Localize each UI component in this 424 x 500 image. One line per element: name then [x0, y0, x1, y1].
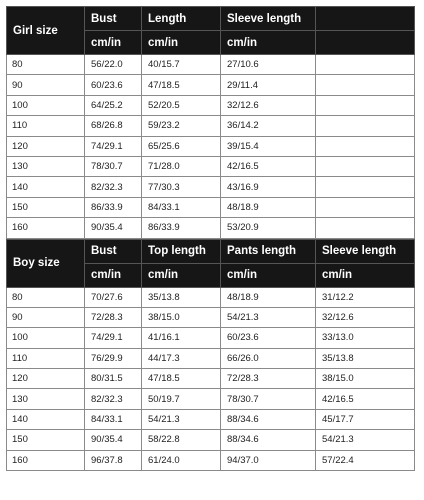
table-row [7, 197, 415, 217]
boy-size-label: Boy size [7, 239, 85, 287]
size-chart [6, 6, 414, 471]
measurement-cell: 35/13.8 [142, 287, 221, 307]
measurement-cell: 47/18.5 [142, 369, 221, 389]
table-row [7, 75, 415, 95]
girl-unit-sleeve-length: cm/in [221, 31, 316, 55]
measurement-cell: 54/21.3 [142, 409, 221, 429]
boy-unit-sleeve-length: cm/in [316, 263, 415, 287]
measurement-cell: 88/34.6 [221, 430, 316, 450]
table-row [7, 136, 415, 156]
boy-size-table [6, 239, 415, 472]
measurement-cell: 40/15.7 [142, 55, 221, 75]
measurement-cell: 57/22.4 [316, 450, 415, 470]
size-cell: 160 [7, 450, 85, 470]
measurement-cell: 96/37.8 [85, 450, 142, 470]
girl-header-sleeve-length: Sleeve length [221, 7, 316, 31]
measurement-cell: 65/25.6 [142, 136, 221, 156]
size-cell: 150 [7, 430, 85, 450]
measurement-cell: 43/16.9 [221, 177, 316, 197]
size-cell: 150 [7, 197, 85, 217]
girl-header-length: Length [142, 7, 221, 31]
measurement-cell: 41/16.1 [142, 328, 221, 348]
measurement-cell: 88/34.6 [221, 409, 316, 429]
measurement-cell: 45/17.7 [316, 409, 415, 429]
boy-header-bust: Bust [85, 239, 142, 263]
measurement-cell: 42/16.5 [221, 156, 316, 176]
girl-unit-bust: cm/in [85, 31, 142, 55]
measurement-cell: 94/37.0 [221, 450, 316, 470]
measurement-cell: 53/20.9 [221, 218, 316, 238]
measurement-cell: 54/21.3 [316, 430, 415, 450]
table-row [7, 409, 415, 429]
measurement-cell: 32/12.6 [316, 307, 415, 327]
table-row [7, 116, 415, 136]
measurement-cell: 48/18.9 [221, 287, 316, 307]
boy-unit-bust: cm/in [85, 263, 142, 287]
measurement-cell: 56/22.0 [85, 55, 142, 75]
measurement-cell: 86/33.9 [142, 218, 221, 238]
measurement-cell: 44/17.3 [142, 348, 221, 368]
measurement-cell: 60/23.6 [85, 75, 142, 95]
measurement-cell: 31/12.2 [316, 287, 415, 307]
measurement-cell: 61/24.0 [142, 450, 221, 470]
measurement-cell [316, 116, 415, 136]
measurement-cell: 86/33.9 [85, 197, 142, 217]
measurement-cell: 74/29.1 [85, 136, 142, 156]
measurement-cell: 59/23.2 [142, 116, 221, 136]
size-cell: 90 [7, 307, 85, 327]
table-row [7, 430, 415, 450]
boy-unit-pants-length: cm/in [221, 263, 316, 287]
table-row [7, 177, 415, 197]
measurement-cell [316, 55, 415, 75]
table-row [7, 287, 415, 307]
table-row [7, 55, 415, 75]
measurement-cell: 32/12.6 [221, 95, 316, 115]
measurement-cell: 29/11.4 [221, 75, 316, 95]
measurement-cell: 64/25.2 [85, 95, 142, 115]
measurement-cell: 68/26.8 [85, 116, 142, 136]
measurement-cell [316, 156, 415, 176]
measurement-cell: 90/35.4 [85, 430, 142, 450]
girl-header-bust: Bust [85, 7, 142, 31]
size-cell: 120 [7, 369, 85, 389]
girl-size-label: Girl size [7, 7, 85, 55]
boy-header-pants-length: Pants length [221, 239, 316, 263]
size-cell: 100 [7, 95, 85, 115]
boy-table-body [7, 287, 415, 471]
measurement-cell: 78/30.7 [221, 389, 316, 409]
girl-unit-empty [316, 31, 415, 55]
size-cell: 110 [7, 116, 85, 136]
size-cell: 80 [7, 287, 85, 307]
table-row [7, 307, 415, 327]
measurement-cell [316, 75, 415, 95]
table-row [7, 156, 415, 176]
size-cell: 90 [7, 75, 85, 95]
measurement-cell: 38/15.0 [142, 307, 221, 327]
girl-table-body [7, 55, 415, 239]
measurement-cell: 38/15.0 [316, 369, 415, 389]
measurement-cell [316, 136, 415, 156]
measurement-cell: 27/10.6 [221, 55, 316, 75]
table-row [7, 369, 415, 389]
measurement-cell: 60/23.6 [221, 328, 316, 348]
measurement-cell: 90/35.4 [85, 218, 142, 238]
size-cell: 80 [7, 55, 85, 75]
girl-header-empty [316, 7, 415, 31]
table-row [7, 218, 415, 238]
measurement-cell [316, 218, 415, 238]
boy-header-sleeve-length: Sleeve length [316, 239, 415, 263]
measurement-cell: 71/28.0 [142, 156, 221, 176]
measurement-cell: 42/16.5 [316, 389, 415, 409]
size-cell: 110 [7, 348, 85, 368]
boy-header-top-length: Top length [142, 239, 221, 263]
table-row [7, 450, 415, 470]
table-row [7, 328, 415, 348]
girl-unit-length: cm/in [142, 31, 221, 55]
measurement-cell [316, 197, 415, 217]
measurement-cell: 47/18.5 [142, 75, 221, 95]
measurement-cell: 54/21.3 [221, 307, 316, 327]
girl-size-table [6, 6, 415, 239]
measurement-cell: 33/13.0 [316, 328, 415, 348]
measurement-cell: 77/30.3 [142, 177, 221, 197]
measurement-cell: 82/32.3 [85, 177, 142, 197]
measurement-cell: 74/29.1 [85, 328, 142, 348]
measurement-cell: 70/27.6 [85, 287, 142, 307]
measurement-cell [316, 177, 415, 197]
measurement-cell: 36/14.2 [221, 116, 316, 136]
measurement-cell: 78/30.7 [85, 156, 142, 176]
boy-header-row [7, 239, 415, 263]
boy-unit-top-length: cm/in [142, 263, 221, 287]
measurement-cell: 84/33.1 [85, 409, 142, 429]
size-cell: 120 [7, 136, 85, 156]
table-row [7, 389, 415, 409]
measurement-cell: 39/15.4 [221, 136, 316, 156]
measurement-cell: 72/28.3 [85, 307, 142, 327]
size-cell: 140 [7, 177, 85, 197]
size-cell: 130 [7, 389, 85, 409]
measurement-cell: 76/29.9 [85, 348, 142, 368]
size-cell: 140 [7, 409, 85, 429]
table-row [7, 348, 415, 368]
girl-header-row [7, 7, 415, 31]
measurement-cell: 52/20.5 [142, 95, 221, 115]
measurement-cell: 72/28.3 [221, 369, 316, 389]
measurement-cell: 58/22.8 [142, 430, 221, 450]
measurement-cell: 82/32.3 [85, 389, 142, 409]
measurement-cell: 35/13.8 [316, 348, 415, 368]
measurement-cell: 50/19.7 [142, 389, 221, 409]
size-cell: 160 [7, 218, 85, 238]
measurement-cell: 80/31.5 [85, 369, 142, 389]
measurement-cell [316, 95, 415, 115]
measurement-cell: 84/33.1 [142, 197, 221, 217]
measurement-cell: 48/18.9 [221, 197, 316, 217]
table-row [7, 95, 415, 115]
size-cell: 100 [7, 328, 85, 348]
size-cell: 130 [7, 156, 85, 176]
measurement-cell: 66/26.0 [221, 348, 316, 368]
